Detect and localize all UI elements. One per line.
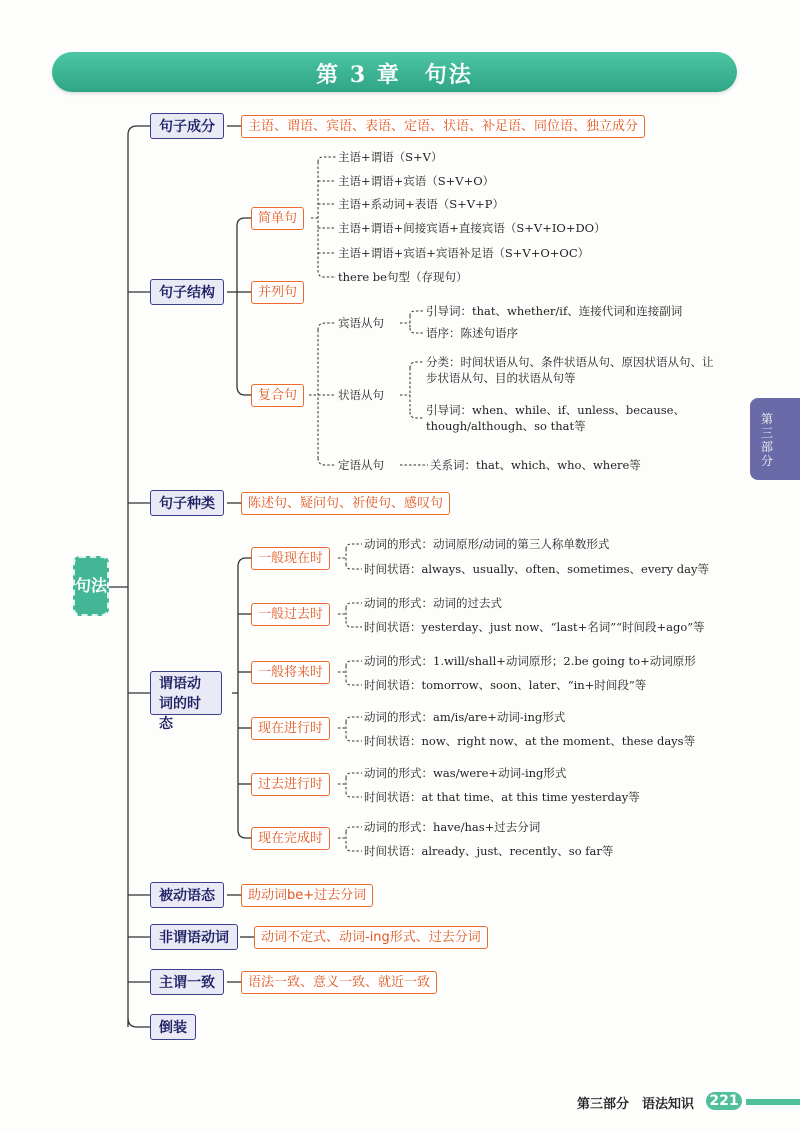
tense-present-continuous-form: 动词的形式：am/is/are+动词-ing形式 — [364, 710, 566, 724]
attributive-clause: 定语从句 — [338, 458, 384, 472]
pattern-svp: 主语+系动词+表语（S+V+P） — [338, 197, 504, 211]
tense-simple-present: 一般现在时 — [251, 547, 330, 570]
tense-past-continuous-form: 动词的形式：was/were+动词-ing形式 — [364, 766, 567, 780]
object-clause-word-order: 语序：陈述句语序 — [426, 326, 518, 340]
tense-present-continuous: 现在进行时 — [251, 717, 330, 740]
types-desc: 陈述句、疑问句、祈使句、感叹句 — [241, 492, 450, 515]
attributive-clause-relatives: 关系词：that、which、who、where等 — [430, 458, 641, 472]
tense-simple-future-adverbials: 时间状语：tomorrow、soon、later、“in+时间段”等 — [364, 678, 647, 692]
passive-desc: 助动词be+过去分词 — [241, 884, 373, 907]
tense-present-perfect: 现在完成时 — [251, 827, 330, 850]
pattern-svoc: 主语+谓语+宾语+宾语补足语（S+V+O+OC） — [338, 246, 590, 260]
page-number: 221 — [706, 1092, 742, 1110]
pattern-svoo: 主语+谓语+间接宾语+直接宾语（S+V+IO+DO） — [338, 221, 606, 235]
side-tab-label: 第三部分 — [760, 412, 773, 468]
pattern-sv: 主语+谓语（S+V） — [338, 150, 443, 164]
components-desc: 主语、谓语、宾语、表语、定语、状语、补足语、同位语、独立成分 — [241, 115, 645, 138]
tense-simple-present-form: 动词的形式：动词原形/动词的第三人称单数形式 — [364, 537, 610, 551]
category-types: 句子种类 — [150, 490, 224, 516]
adverbial-clause: 状语从句 — [338, 388, 384, 402]
complex-sentence: 复合句 — [251, 384, 304, 407]
pattern-there-be: there be句型（存现句） — [338, 270, 468, 284]
section-side-tab — [750, 398, 800, 480]
tense-simple-future-form: 动词的形式：1.will/shall+动词原形；2.be going to+动词原形 — [364, 654, 696, 668]
category-agreement: 主谓一致 — [150, 969, 224, 995]
category-nonfinite: 非谓语动词 — [150, 924, 238, 950]
tense-simple-past-form: 动词的形式：动词的过去式 — [364, 596, 502, 610]
tense-present-perfect-adverbials: 时间状语：already、just、recently、so far等 — [364, 844, 614, 858]
simple-sentence: 简单句 — [251, 207, 304, 230]
footer-bar — [746, 1099, 800, 1105]
object-clause-connectives: 引导词：that、whether/if、连接代词和连接副词 — [426, 304, 683, 318]
category-tense: 谓语动词的时态 — [150, 671, 222, 715]
chapter-banner — [52, 52, 737, 92]
footer-label: 第三部分 语法知识 — [577, 1097, 695, 1112]
adverbial-clause-types: 分类：时间状语从句、条件状语从句、原因状语从句、让步状语从句、目的状语从句等 — [426, 355, 714, 385]
tense-simple-present-adverbials: 时间状语：always、usually、often、sometimes、every day等 — [364, 562, 709, 576]
tense-simple-past: 一般过去时 — [251, 603, 330, 626]
chapter-title: 第 3 章 句法 — [316, 62, 473, 88]
category-inversion: 倒装 — [150, 1014, 196, 1040]
adverbial-clause-connectives: 引导词：when、while、if、unless、because、though/although、so that等 — [426, 403, 685, 433]
pattern-svo: 主语+谓语+宾语（S+V+O） — [338, 174, 495, 188]
tense-simple-future: 一般将来时 — [251, 661, 330, 684]
tense-simple-past-adverbials: 时间状语：yesterday、just now、“last+名词”“时间段+ago”等 — [364, 620, 705, 634]
tense-present-perfect-form: 动词的形式：have/has+过去分词 — [364, 820, 541, 834]
compound-sentence: 并列句 — [251, 281, 304, 304]
tense-past-continuous-adverbials: 时间状语：at that time、at this time yesterday等 — [364, 790, 640, 804]
agreement-desc: 语法一致、意义一致、就近一致 — [241, 971, 437, 994]
object-clause: 宾语从句 — [338, 316, 384, 330]
nonfinite-desc: 动词不定式、动词-ing形式、过去分词 — [254, 926, 488, 949]
category-structure: 句子结构 — [150, 279, 224, 305]
root-node: 句法 — [73, 556, 109, 616]
category-passive: 被动语态 — [150, 882, 224, 908]
category-components: 句子成分 — [150, 113, 224, 139]
tense-past-continuous: 过去进行时 — [251, 773, 330, 796]
tense-present-continuous-adverbials: 时间状语：now、right now、at the moment、these days等 — [364, 734, 696, 748]
